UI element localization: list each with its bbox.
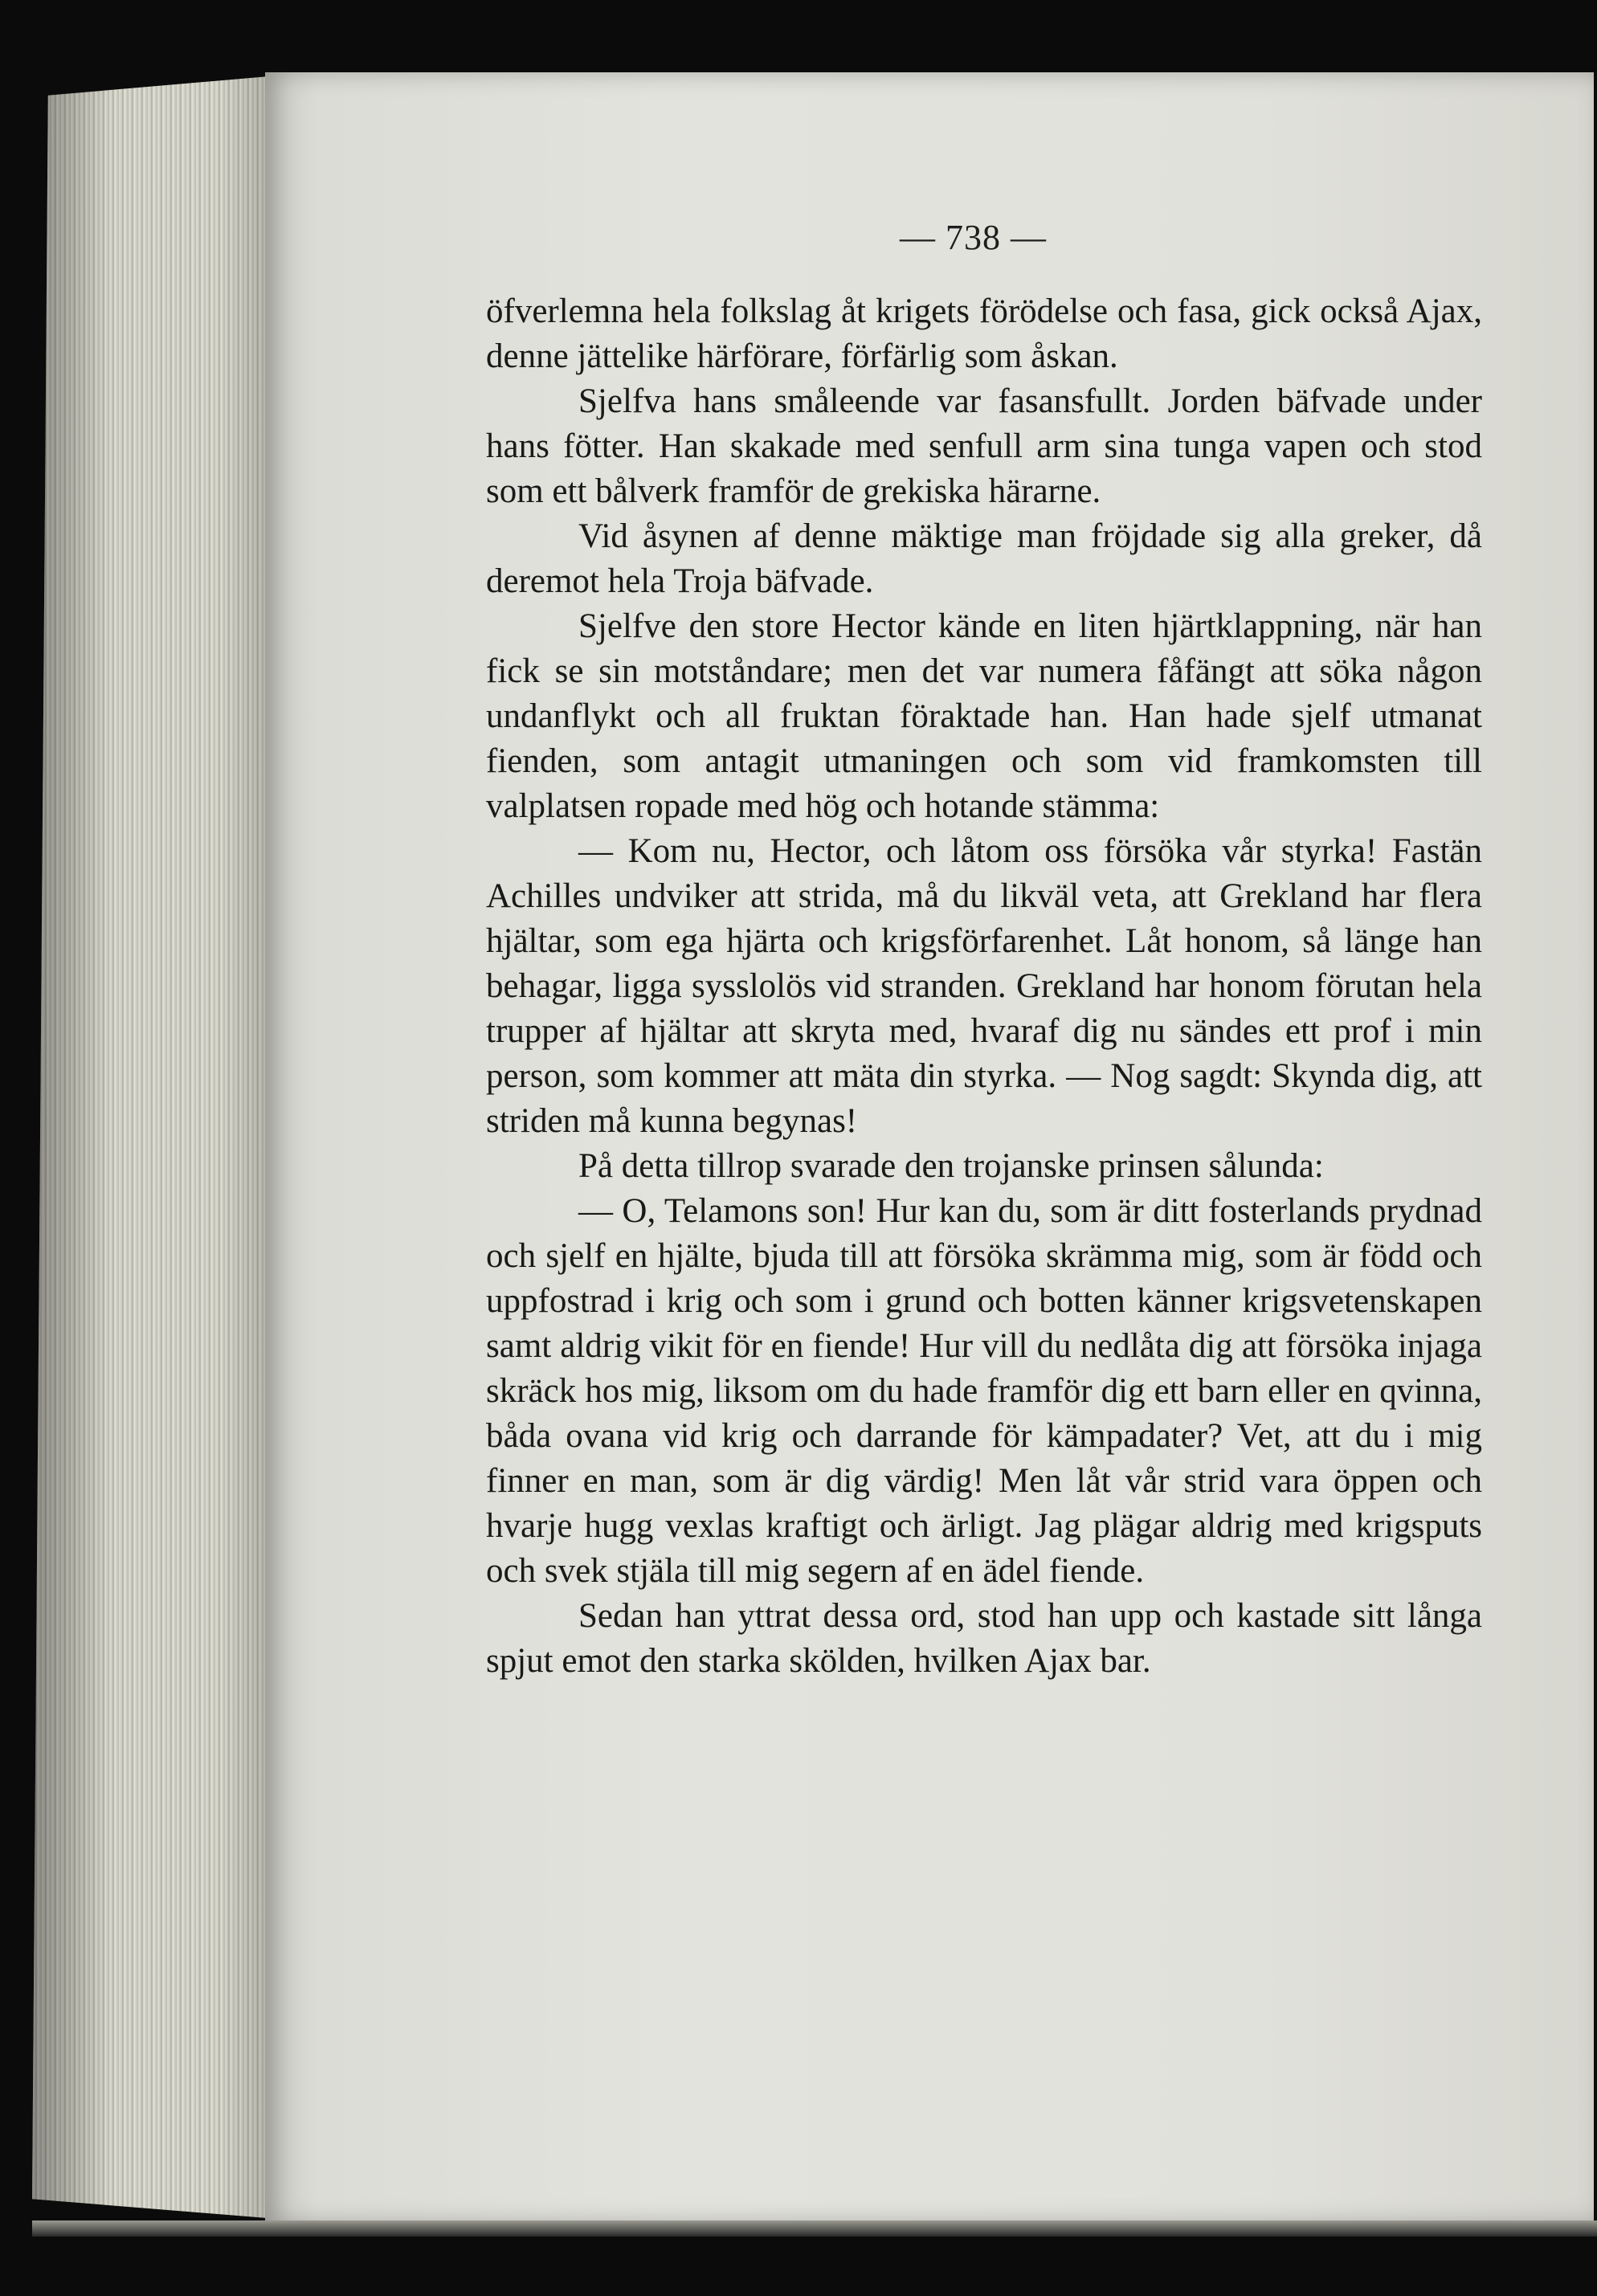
paragraph: — O, Telamons son! Hur kan du, som är ditt fosterlands prydnad och sjelf en hjälte, bjuda till att försöka skrämma mig, som är född och uppfostrad i krig och som i grund och botten känner krigsvetenskapen samt aldrig vikit för en fiende! Hur vill du nedlåta dig att försöka injaga skräck hos mig, liksom om du hade framför dig ett barn eller en qvinna, båda ovana vid krig och darrande för kämpadater? Vet, att du i mig finner en man, som är dig värdig! Men låt vår strid vara öppen och hvarje hugg vexlas kraftigt och ärligt. Jag plägar aldrig med krigsputs och svek stjäla till mig segern af en ädel fiende. xyxy=(486,1192,1482,1590)
paragraph: öfverlemna hela folkslag åt krigets förödelse och fasa, gick också Ajax, denne jättelike härförare, förfärlig som åskan. xyxy=(486,292,1482,375)
paragraph: — Kom nu, Hector, och låtom oss försöka vår styrka! Fastän Achilles undviker att strida, må du likväl veta, att Grekland har flera hjältar, som ega hjärta och krigsförfarenhet. Låt honom, så länge han behagar, ligga sysslolös vid stranden. Grekland har honom förutan hela trupper af hjältar att skryta med, hvaraf dig nu sändes ett prof i min person, som kommer att mäta din styrka. — Nog sagdt: Skynda dig, att striden må kunna begynas! xyxy=(486,832,1482,1140)
page-stack-shadow xyxy=(32,74,297,2220)
paragraph: Sjelfve den store Hector kände en liten hjärtklappning, när han fick se sin motståndare; men det var numera fåfängt att söka någon undanflykt och all fruktan föraktade han. Han hade sjelf utmanat fienden, som antagit utmaningen och som vid framkomsten till valplatsen ropade med hög och hotande stämma: xyxy=(486,607,1482,825)
paragraph: Sjelfva hans småleende var fasansfullt. Jorden bäfvade under hans fötter. Han skakade med senfull arm sina tunga vapen och stod som ett bålverk framför de grekiska härarne. xyxy=(486,382,1482,510)
page-number: — 738 — xyxy=(900,218,1047,257)
paragraph: Sedan han yttrat dessa ord, stod han upp och kastade sitt långa spjut emot den starka skölden, hvilken Ajax bar. xyxy=(486,1597,1482,1680)
paragraph: På detta tillrop svarade den trojanske prinsen sålunda: xyxy=(578,1147,1324,1185)
paragraph: Vid åsynen af denne mäktige man fröjdade sig alla greker, då deremot hela Troja bäfvade. xyxy=(486,517,1482,600)
book-bottom-edge xyxy=(32,2220,1597,2237)
page-text xyxy=(486,289,1482,1684)
